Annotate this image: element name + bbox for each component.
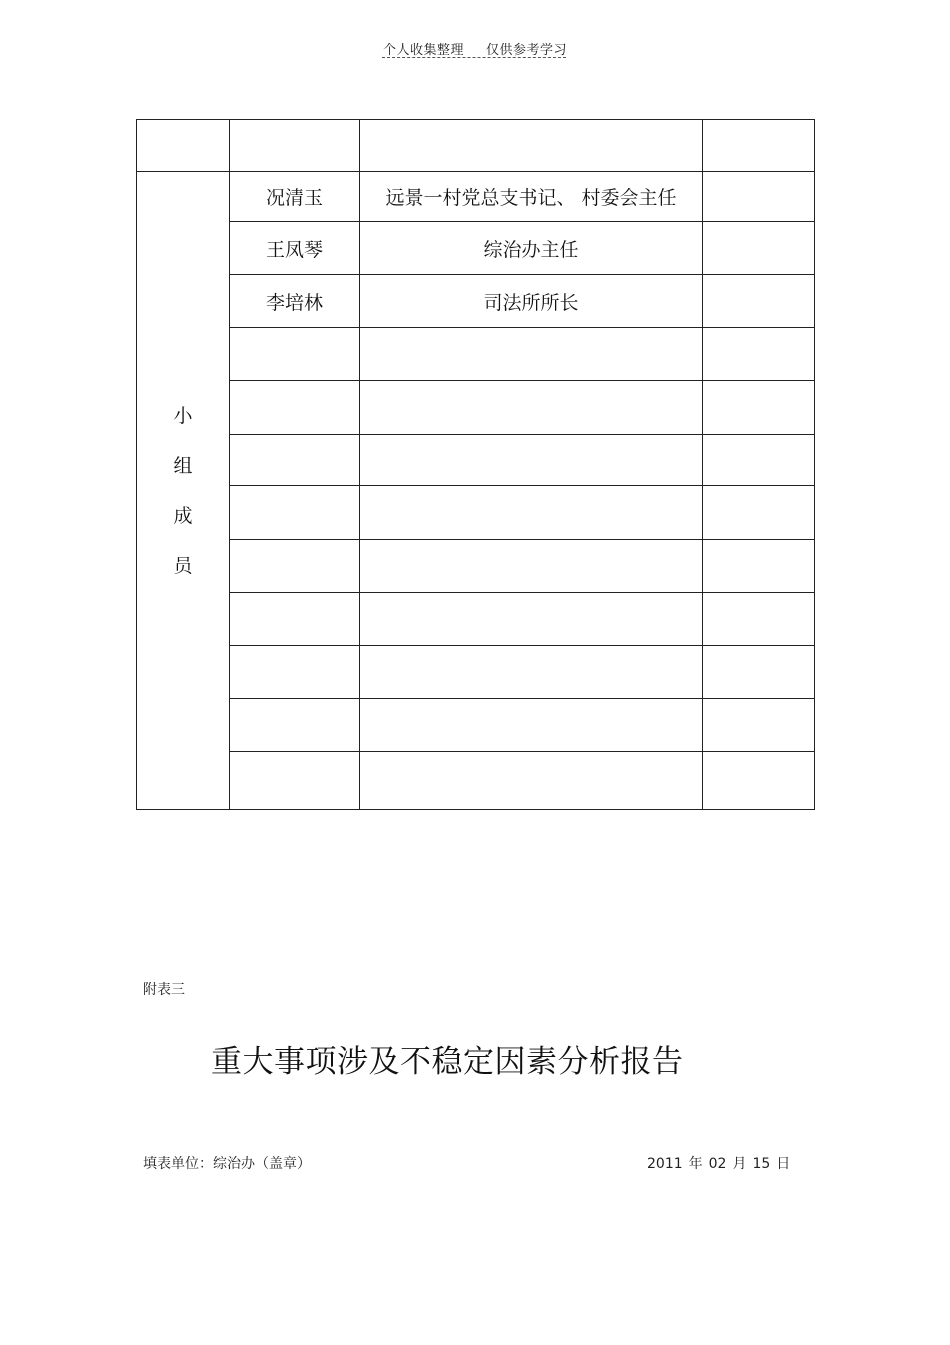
group-label-char: 成 (173, 504, 193, 527)
table-cell (703, 435, 815, 486)
table-cell (230, 699, 360, 752)
date-month: 02 (708, 1156, 727, 1172)
table-header-row (137, 120, 815, 172)
table-cell (360, 328, 703, 381)
table-row (137, 275, 815, 328)
members-table (136, 119, 815, 810)
group-label (173, 391, 192, 591)
header-right-text: 仅供参考学习 (486, 43, 568, 58)
table-row (137, 435, 815, 486)
table-cell (360, 593, 703, 646)
table-cell (360, 435, 703, 486)
table-cell (230, 540, 360, 593)
table-row (137, 381, 815, 435)
member-name: 李培林 (230, 275, 360, 328)
table-cell (703, 275, 815, 328)
table-cell (360, 381, 703, 435)
table-cell (703, 120, 815, 172)
table-cell (230, 328, 360, 381)
member-position: 司法所所长 (360, 275, 703, 328)
fill-date (647, 1153, 796, 1173)
fill-unit: 填表单位：综治办（盖章） (143, 1156, 311, 1172)
table-cell (230, 435, 360, 486)
member-name: 况清玉 (230, 172, 360, 222)
report-title: 重大事项涉及不稳定因素分析报告 (211, 1044, 684, 1080)
table-cell (703, 328, 815, 381)
header-left-text: 个人收集整理 (383, 43, 465, 58)
table-cell (703, 646, 815, 699)
table-row (137, 486, 815, 540)
table-cell (360, 540, 703, 593)
table-row (137, 752, 815, 810)
member-position: 综治办主任 (360, 222, 703, 275)
member-name: 王凤琴 (230, 222, 360, 275)
table-row (137, 328, 815, 381)
date-year-unit: 年 (688, 1156, 703, 1172)
date-day: 15 (752, 1156, 771, 1172)
group-label-char: 员 (173, 554, 193, 577)
table-row (137, 699, 815, 752)
table-row (137, 540, 815, 593)
table-cell (703, 381, 815, 435)
table-cell (230, 752, 360, 810)
table-cell (703, 222, 815, 275)
date-year: 2011 (647, 1156, 683, 1172)
table-row (137, 172, 815, 222)
table-cell (360, 699, 703, 752)
table-cell (230, 646, 360, 699)
table-cell (230, 593, 360, 646)
table-cell (703, 486, 815, 540)
table-row (137, 646, 815, 699)
table-cell (703, 593, 815, 646)
table-cell (230, 120, 360, 172)
annex-label: 附表三 (143, 982, 185, 998)
header-rule (382, 57, 566, 58)
table-cell (137, 120, 230, 172)
table-cell (703, 752, 815, 810)
table-cell (703, 540, 815, 593)
table-cell (360, 752, 703, 810)
table-cell (230, 486, 360, 540)
date-month-unit: 月 (732, 1156, 747, 1172)
table-row (137, 593, 815, 646)
page-header (383, 39, 567, 58)
date-day-unit: 日 (776, 1156, 791, 1172)
table-cell (360, 486, 703, 540)
member-position: 远景一村党总支书记、 村委会主任 (360, 172, 703, 222)
table-cell (360, 646, 703, 699)
group-label-cell (137, 172, 230, 810)
table-cell (703, 699, 815, 752)
group-label-char: 小 (173, 404, 193, 427)
table-cell (703, 172, 815, 222)
table-row (137, 222, 815, 275)
group-label-char: 组 (173, 454, 193, 477)
table-cell (230, 381, 360, 435)
table-cell (360, 120, 703, 172)
